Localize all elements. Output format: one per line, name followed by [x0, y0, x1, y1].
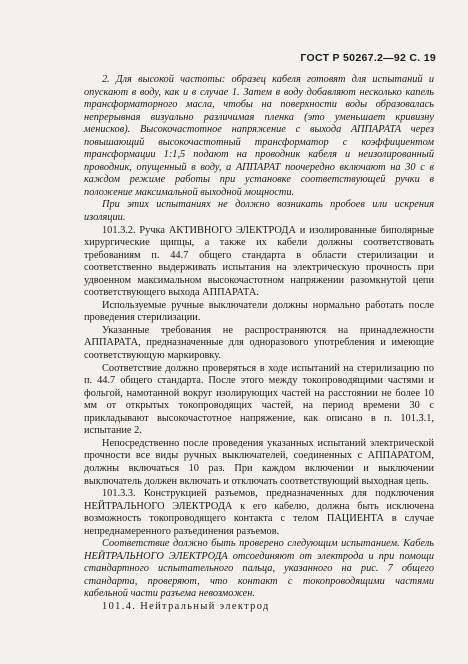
- paragraph-101-3-3: 101.3.3. Конструкцией разъемов, предназначенных для подключения НЕЙТРАЛЬНОГО ЭЛЕКТРОДА к его кабелю, должна быть исключена возможность токопроводящего контакта с телом ПАЦИЕНТА в случае непреднамеренного разъединения разъемов.: [84, 488, 434, 537]
- paragraph-no-breakdown: При этих испытаниях не должно возникать пробоев или искрения изоляции.: [84, 199, 434, 224]
- paragraph-101-3-2: 101.3.2. Ручка АКТИВНОГО ЭЛЕКТРОДА и изолированные биполярные хирургические щипцы, а также их кабели должны соответствовать требованиям п. 44.7 общего стандарта в области стерилизации и соответственно выдерживать испытания на электрическую прочность при удвоенном максимальном высокочастотном напряжении разомкнутой цепи соответствующего выхода АППАРАТА.: [84, 224, 434, 299]
- paragraph-high-frequency-test: 2. Для высокой частоты: образец кабеля готовят для испытаний и опускают в воду, как и в случае 1. Затем в воду добавляют несколько капель трансформаторного масла, чтобы на поверхности воды образовалась непрерывная визуально различимая пленка (это уменьшает кривизну менисков). Высокочастотное напряжение с выхода АППАРАТА через повышающий высокочастотный трансформатор с коэффициентом трансформации 1:1,5 подают на проводник кабеля и неизолированный проводник, опущенный в воду, а АППАРАТ поочередно включают на 30 с в каждом режиме работы при установке соответствующей ручки в положение максимальной выходной мощности.: [84, 74, 434, 198]
- document-body: [84, 74, 434, 614]
- page-header: ГОСТ Р 50267.2—92 С. 19: [300, 52, 436, 64]
- paragraph-disposable: Указанные требования не распространяются на принадлежности АППАРАТА, предназначенные для одноразового употребления и имеющие соответствующую маркировку.: [84, 324, 434, 362]
- paragraph-switch-cycles: Непосредственно после проведения указанных испытаний электрической прочности все виды ручных выключателей, соединенных с АППАРАТОМ, должны включаться 10 раз. При каждом включении и выключении выключатель должен включать и отключать соответствующий выходная цепь.: [84, 437, 434, 487]
- paragraph-switches: Используемые ручные выключатели должны нормально работать после проведения стерилизации.: [84, 299, 434, 324]
- paragraph-finger-test: Соответствие должно быть проверено следующим испытанием. Кабель НЕЙТРАЛЬНОГО ЭЛЕКТРОДА отсоединяют от электрода и при помощи стандартного испытательного пальца, указанного на рис. 7 общего стандарта, проверяют, что контакт с токопроводящими частями кабельной части разъема невозможен.: [84, 538, 434, 600]
- paragraph-sterilization-check: Соответствие должно проверяться в ходе испытаний на стерилизацию по п. 44.7 общего стандарта. После этого между токопроводящими частями и фольгой, намотанной вокруг изолирующих частей на расстоянии не более 10 мм от открытых токопроводящих частей, на период времени 30 с прикладывают высокочастотное напряжение, как описано в п. 101.3.1, испытание 2.: [84, 362, 434, 437]
- section-heading-101-4: 101.4. Нейтральный электрод: [102, 600, 270, 612]
